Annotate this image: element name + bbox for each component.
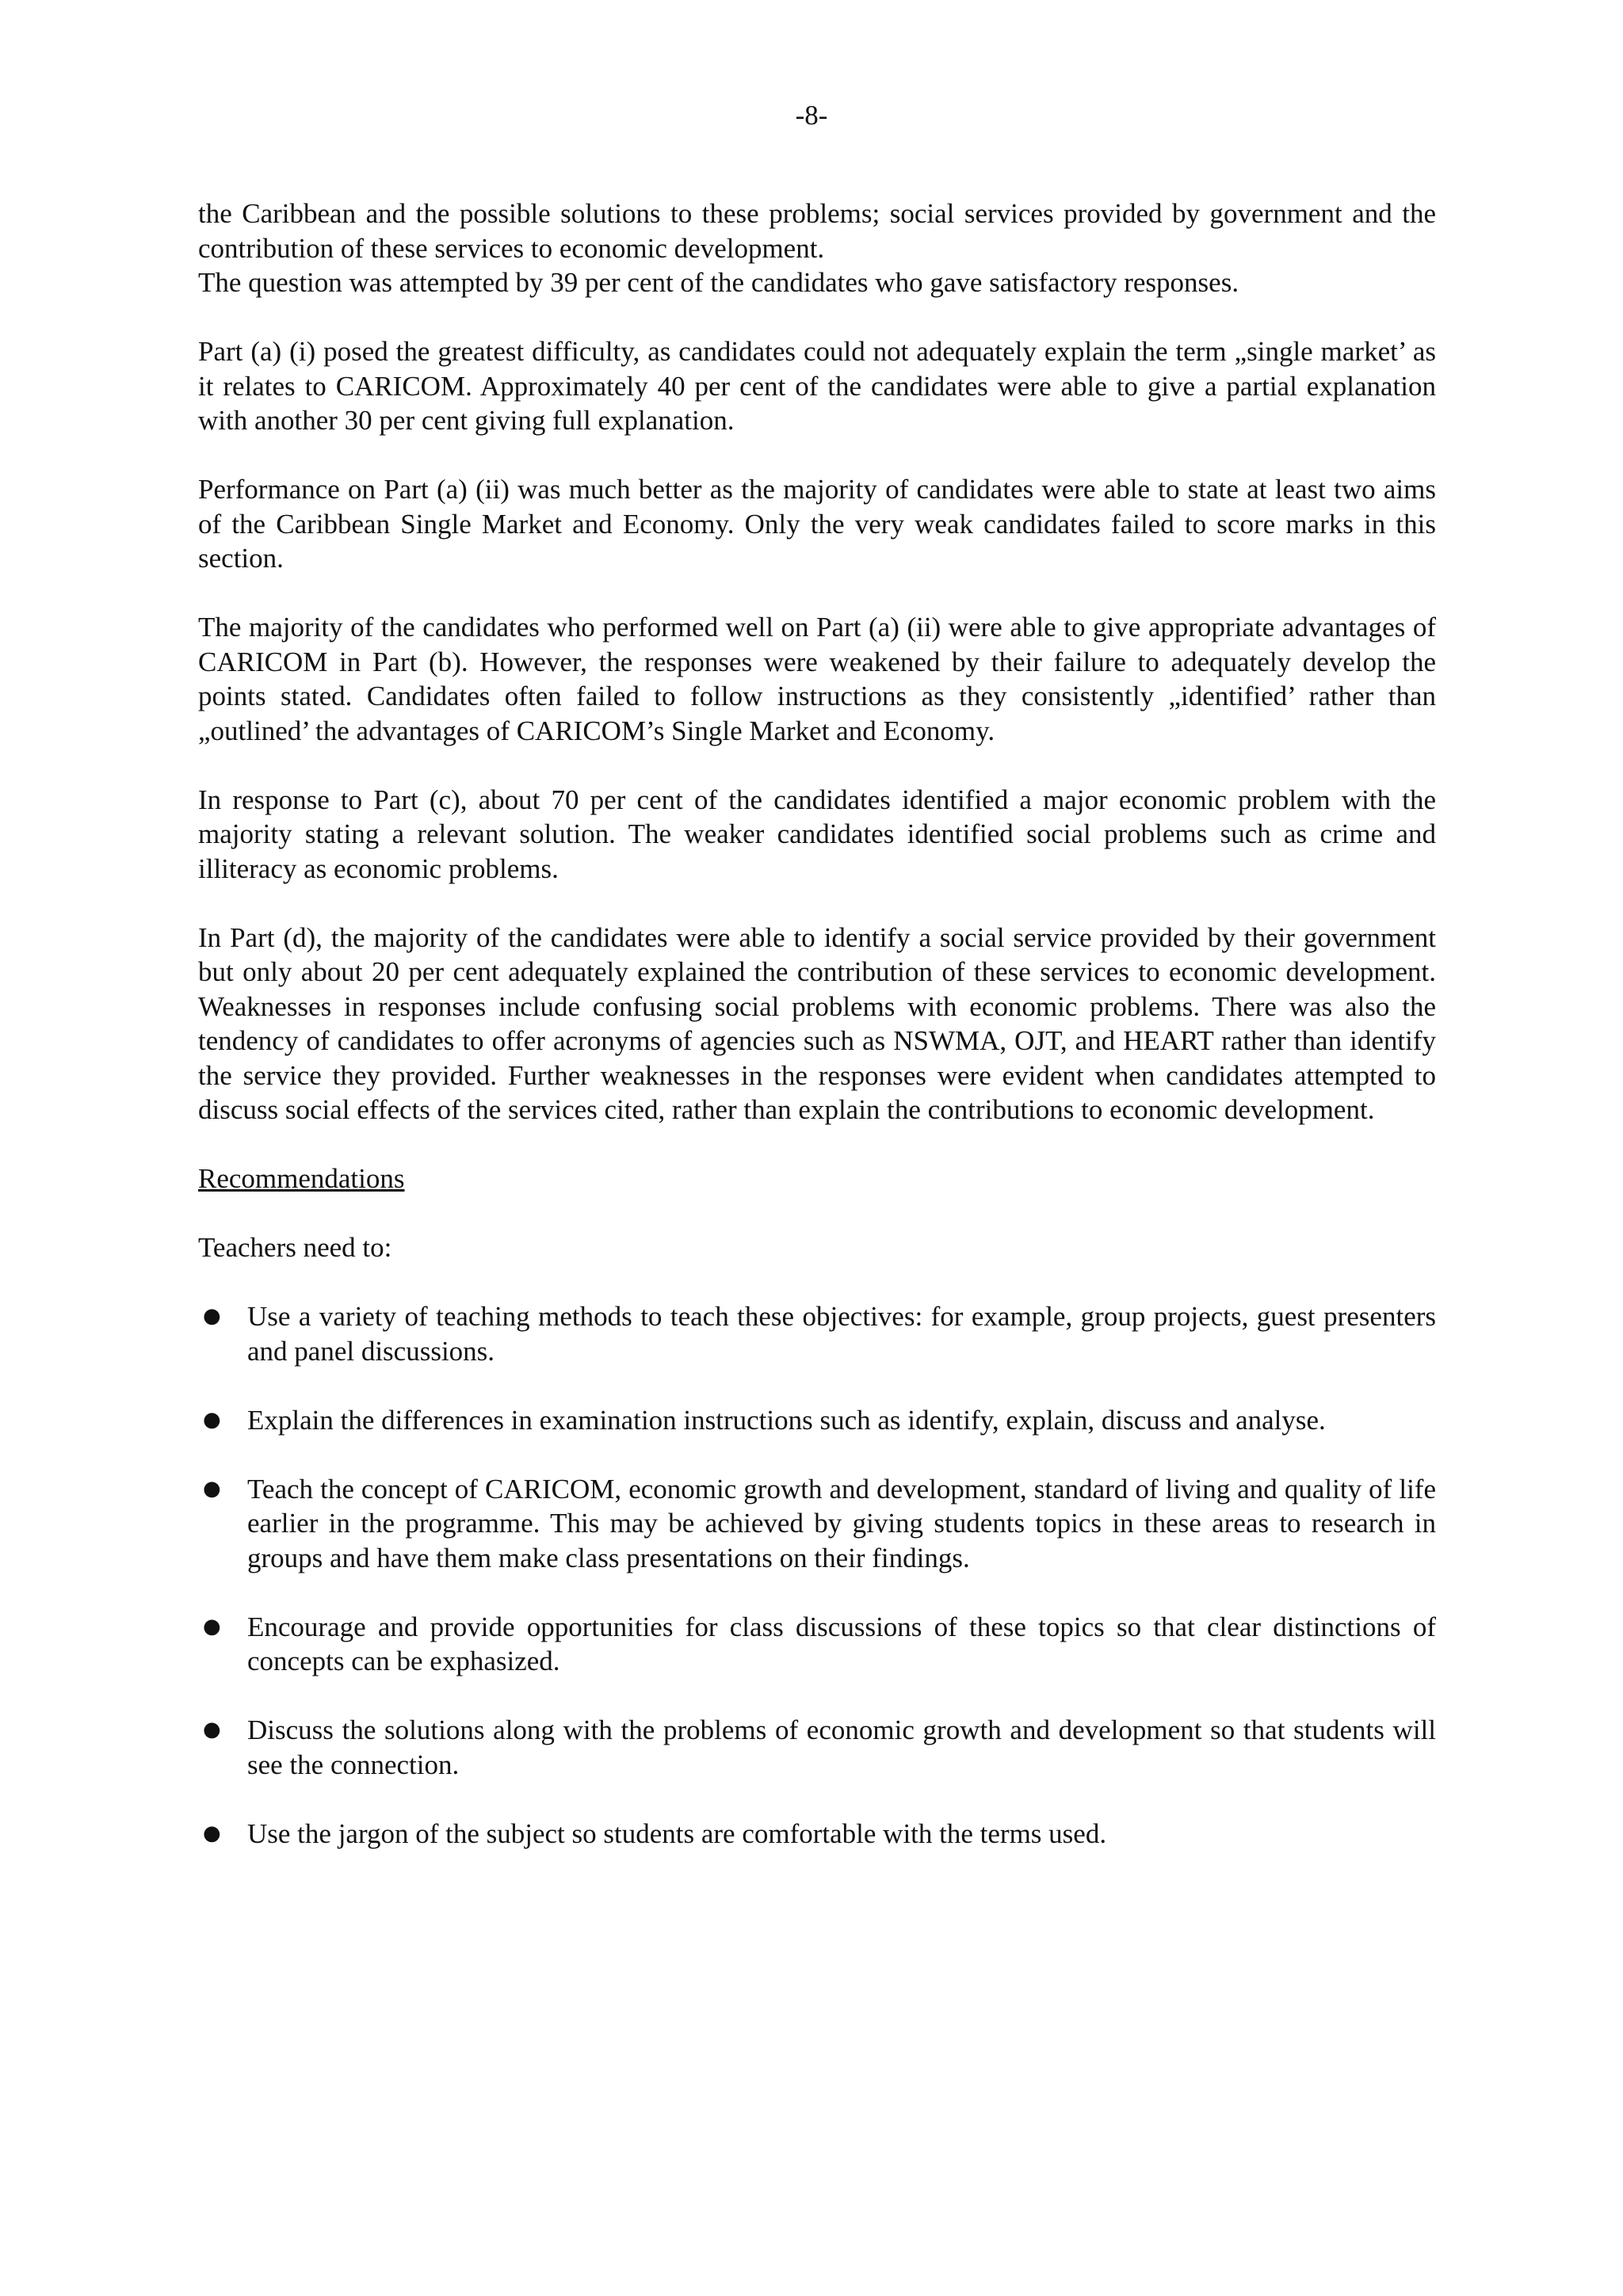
paragraph-part-c: In response to Part (c), about 70 per cent of the candidates identified a major economic problem with the majority stating a relevant solution. The weaker candidates identified social problems such as crime and illiteracy as economic problems. (198, 784, 1436, 884)
recommendations-heading: Recommendations (198, 1163, 405, 1194)
recommendations-list (198, 1299, 1436, 1851)
paragraph-part-b: The majority of the candidates who performed well on Part (a) (ii) were able to give appropriate advantages of CARICOM in Part (b). However, the responses were weakened by their failure to adequately develop the points stated. Candidates often failed to follow instructions as they consistently „identified’ rather than „outlined’ the advantages of CARICOM’s Single Market and Economy. (198, 612, 1436, 746)
list-item-text: Teach the concept of CARICOM, economic growth and development, standard of living and quality of life earlier in the programme. This may be achieved by giving students topics in these areas to research in groups and have them make class presentations on their findings. (247, 1473, 1436, 1573)
list-item-text: Use a variety of teaching methods to teach these objectives: for example, group projects, guest presenters and panel discussions. (247, 1301, 1436, 1367)
paragraph-part-a-ii: Performance on Part (a) (ii) was much better as the majority of candidates were able to state at least two aims of the Caribbean Single Market and Economy. Only the very weak candidates failed to score marks in this section. (198, 474, 1436, 574)
bullet-icon: ● (203, 1407, 221, 1432)
paragraph-part-a-i: Part (a) (i) posed the greatest difficulty, as candidates could not adequately explain the term „single market’ as it relates to CARICOM. Approximately 40 per cent of the candidates were able to give a partial explanation with another 30 per cent giving full explanation. (198, 336, 1436, 436)
recommendations-intro: Teachers need to: (198, 1232, 392, 1263)
page-number: -8- (795, 100, 828, 131)
list-item (198, 1472, 1436, 1576)
list-item-text: Use the jargon of the subject so students are comfortable with the terms used. (247, 1817, 1107, 1849)
paragraph-continuation: the Caribbean and the possible solutions to these problems; social services provided by government and the contribution of these services to economic development. (198, 198, 1436, 264)
list-item-text: Explain the differences in examination instructions such as identify, explain, discuss and analyse. (247, 1404, 1326, 1436)
page-content (198, 196, 1436, 1886)
list-item (198, 1610, 1436, 1679)
paragraph-attempt-rate: The question was attempted by 39 per cent of the candidates who gave satisfactory responses. (198, 267, 1239, 298)
list-item (198, 1713, 1436, 1782)
list-item (198, 1817, 1436, 1852)
list-item (198, 1299, 1436, 1368)
bullet-icon: ● (203, 1304, 221, 1328)
bullet-icon: ● (203, 1821, 221, 1845)
bullet-icon: ● (203, 1718, 221, 1741)
list-item-text: Discuss the solutions along with the problems of economic growth and development so that students will see the connection. (247, 1714, 1436, 1780)
paragraph-part-d: In Part (d), the majority of the candidates were able to identify a social service provided by their government but only about 20 per cent adequately explained the contribution of these services to economic development. Weaknesses in responses include confusing social problems with economic problems. There was also the tendency of candidates to offer acronyms of agencies such as NSWMA, OJT, and HEART rather than identify the service they provided. Further weaknesses in the responses were evident when candidates attempted to discuss social effects of the services cited, rather than explain the contributions to economic development. (198, 921, 1436, 1125)
bullet-icon: ● (203, 1476, 221, 1501)
list-item-text: Encourage and provide opportunities for class discussions of these topics so that clear distinctions of concepts can be exphasized. (247, 1611, 1436, 1676)
list-item (198, 1403, 1436, 1438)
bullet-icon: ● (203, 1614, 221, 1638)
